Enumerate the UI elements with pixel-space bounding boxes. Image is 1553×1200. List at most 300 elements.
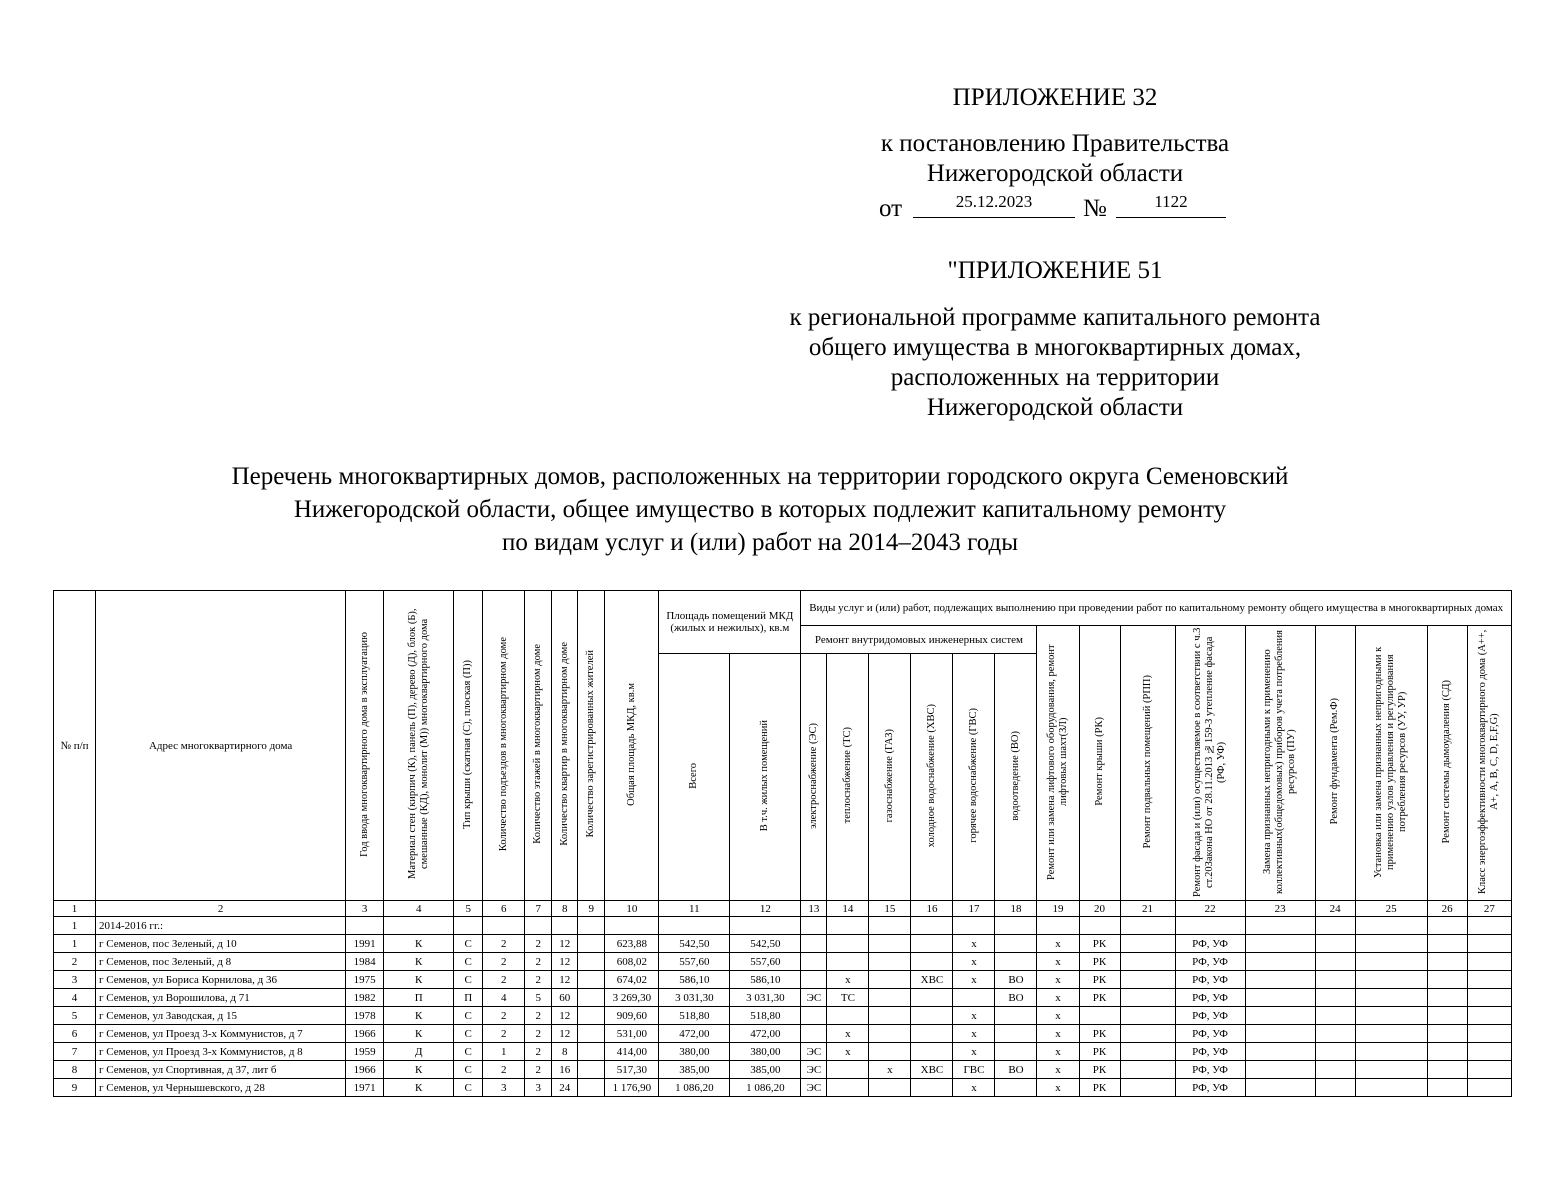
column-number: 17 [953,901,995,917]
buildings-table [53,590,1512,1097]
table-cell [869,1025,911,1043]
header-facade: Ремонт фасада и (или) осуществляемое в соответствии с ч.3 ст.20Закона НО от 28.11.2013 №159-З утепление фасада (РФ, УФ) [1175,626,1245,901]
header-material: Материал стен (кирпич (К), панель (П), дерево (Д), блок (Б), смешанные (КД), монолит (М)) многоквартирного дома [384,591,454,901]
table-cell [1120,1043,1175,1061]
header-lift: Ремонт или замена лифтового оборудования, ремонт лифтовых шахт(ЗЛ) [1037,626,1079,901]
table-cell: 8 [552,1043,578,1061]
table-cell: 1966 [346,1061,384,1079]
header-premises-area: Площадь помещений МКД (жилых и нежилых), кв.м [659,591,801,654]
table-cell: 1984 [346,953,384,971]
table-cell: 2 [483,971,525,989]
header-total-area: Общая площадь МКД, кв.м [605,591,659,901]
table-cell [995,1043,1037,1061]
table-cell: 472,00 [659,1025,730,1043]
table-cell [1427,1025,1467,1043]
table-row [54,1025,1512,1043]
column-number: 9 [578,901,605,917]
table-cell: х [1037,971,1079,989]
program-line-1: к региональной программе капитального ремонта [789,304,1321,331]
header-roof: Тип крыши (скатная (С), плоская (П)) [454,591,483,901]
table-cell: 608,02 [605,953,659,971]
table-cell [1355,1025,1427,1043]
table-cell: х [1037,1007,1079,1025]
table-cell [1245,1079,1315,1097]
table-row [54,989,1512,1007]
table-cell [869,1007,911,1025]
table-cell [827,1061,869,1079]
table-cell [1427,1061,1467,1079]
table-cell: 2 [54,953,96,971]
table-cell [578,1007,605,1025]
table-cell [1315,989,1355,1007]
header-flats: Количество квартир в многоквартирном доме [552,591,578,901]
header-gvs: горячее водоснабжение (ГВС) [953,654,995,901]
column-number: 19 [1037,901,1079,917]
table-cell [1467,989,1511,1007]
table-cell: 3 031,30 [659,989,730,1007]
table-cell: П [384,989,454,1007]
column-number: 12 [730,901,801,917]
table-cell: ЭС [801,989,827,1007]
header-remf: Ремонт фундамента (Рем.Ф) [1315,626,1355,901]
column-number: 1 [54,901,96,917]
table-cell: 2 [483,953,525,971]
table-cell [1245,989,1315,1007]
title-line-2: Нижегородской области, общее имущество в которых подлежит капитальному ремонту [293,496,1227,523]
table-cell: 8 [54,1061,96,1079]
column-number: 14 [827,901,869,917]
column-number: 11 [659,901,730,917]
table-cell: х [1037,935,1079,953]
table-cell: х [1037,989,1079,1007]
table-cell [1427,989,1467,1007]
table-cell: ТС [827,989,869,1007]
table-cell [578,935,605,953]
table-cell: 623,88 [605,935,659,953]
header-ts: теплоснабжение (ТС) [827,654,869,901]
table-cell [1427,1043,1467,1061]
table-cell [995,1025,1037,1043]
table-cell: х [1037,1043,1079,1061]
table-row [54,953,1512,971]
table-cell: 517,30 [605,1061,659,1079]
table-cell: К [384,1061,454,1079]
table-cell [953,989,995,1007]
table-cell: 674,02 [605,971,659,989]
table-cell: П [454,989,483,1007]
table-cell [1355,1079,1427,1097]
table-cell [1245,1007,1315,1025]
column-number: 21 [1120,901,1175,917]
table-cell [578,989,605,1007]
table-cell: 7 [54,1043,96,1061]
table-cell: 909,60 [605,1007,659,1025]
column-number: 27 [1467,901,1511,917]
table-cell [1427,1079,1467,1097]
column-number: 18 [995,901,1037,917]
table-cell: х [953,1079,995,1097]
header-works-group: Виды услуг и (или) работ, подлежащих выполнению при проведении работ по капитальному ремонту общего имущества в многоквартирных домах [801,591,1512,626]
table-cell: 380,00 [730,1043,801,1061]
table-cell: РФ, УФ [1175,1061,1245,1079]
table-cell: 385,00 [730,1061,801,1079]
table-cell: 2 [525,935,552,953]
table-cell: 24 [552,1079,578,1097]
table-row [54,1061,1512,1079]
title-line-3: по видам услуг и (или) работ на 2014–2043 годы [501,529,1019,556]
table-cell: С [454,1007,483,1025]
table-cell: 1 086,20 [659,1079,730,1097]
table-cell: х [953,953,995,971]
table-cell [801,935,827,953]
table-cell: 1982 [346,989,384,1007]
table-cell: К [384,971,454,989]
table-cell [1467,1079,1511,1097]
table-cell [801,971,827,989]
table-cell [578,1025,605,1043]
table-cell: РК [1079,1061,1120,1079]
table-cell: х [1037,1061,1079,1079]
header-hvs: холодное водоснабжение (ХВС) [911,654,953,901]
table-cell [1245,1043,1315,1061]
table-cell: 557,60 [730,953,801,971]
table-cell: 12 [552,1007,578,1025]
table-cell: 414,00 [605,1043,659,1061]
row-address: г Семенов, ул Бориса Корнилова, д 36 [96,971,346,989]
table-cell: 9 [54,1079,96,1097]
table-cell: С [454,953,483,971]
table-cell: РФ, УФ [1175,953,1245,971]
table-cell [1245,953,1315,971]
table-cell: 472,00 [730,1025,801,1043]
table-cell: х [953,1025,995,1043]
table-cell [911,1007,953,1025]
table-cell [578,1043,605,1061]
header-energy: Класс энергоэффективности многоквартирного дома (А++, А+, А, В, С, D, E,F,G) [1467,626,1511,901]
header-entrances: Количество подъездов в многоквартирном доме [483,591,525,901]
column-number: 24 [1315,901,1355,917]
header-uu: Установка или замена признанных непригодными к применению узлов управления и регулирования потребления ресурсов (УУ, УР) [1355,626,1427,901]
table-cell: ХВС [911,1061,953,1079]
table-cell: 60 [552,989,578,1007]
table-cell [578,971,605,989]
table-cell [869,971,911,989]
table-cell [1120,1061,1175,1079]
number-prefix: № [1083,195,1107,222]
table-cell: РК [1079,989,1120,1007]
table-cell: х [953,1007,995,1025]
column-number: 20 [1079,901,1120,917]
header-pu: Замена признанных непригодными к применению коллективных(общедомовых) приборов учета потребления ресурсов (ПУ) [1245,626,1315,901]
table-cell [1467,971,1511,989]
table-cell: 1966 [346,1025,384,1043]
header-area-total: Всего [659,654,730,901]
table-cell [1245,1061,1315,1079]
table-cell: 385,00 [659,1061,730,1079]
table-cell: ЭС [801,1043,827,1061]
table-body [54,901,1512,1097]
table-cell [869,989,911,1007]
table-cell [1467,1007,1511,1025]
table-cell: РФ, УФ [1175,1025,1245,1043]
period-row [54,917,1512,935]
header-gaz: газоснабжение (ГАЗ) [869,654,911,901]
table-cell [1120,1007,1175,1025]
table-cell [1355,971,1427,989]
table-cell [801,953,827,971]
table-cell [911,1025,953,1043]
table-cell: РФ, УФ [1175,1079,1245,1097]
decree-line-1: к постановлению Правительства [880,130,1230,157]
table-cell: 542,50 [659,935,730,953]
table-cell [869,1079,911,1097]
table-cell: х [1037,1079,1079,1097]
column-number: 3 [346,901,384,917]
table-cell [1120,1025,1175,1043]
header-es: электроснабжение (ЭС) [801,654,827,901]
table-cell: х [953,1043,995,1061]
appendix-32-heading: ПРИЛОЖЕНИЕ 32 [952,84,1158,111]
table-cell [1467,1043,1511,1061]
program-line-3: расположенных на территории [890,364,1220,391]
row-address: г Семенов, пос Зеленый, д 10 [96,935,346,953]
column-number: 5 [454,901,483,917]
table-cell: С [454,971,483,989]
table-cell: ГВС [953,1061,995,1079]
table-cell [1355,953,1427,971]
row-address: г Семенов, ул Проезд 3-х Коммунистов, д 8 [96,1043,346,1061]
table-cell [1079,1007,1120,1025]
table-cell [1315,953,1355,971]
table-cell [827,1007,869,1025]
column-number: 25 [1355,901,1427,917]
decree-date: 25.12.2023 [913,191,1075,218]
table-cell: 6 [54,1025,96,1043]
table-cell [869,1043,911,1061]
table-cell [995,935,1037,953]
period-label: 2014-2016 гг.: [96,917,346,935]
table-cell [995,1007,1037,1025]
table-cell: 2 [525,1043,552,1061]
table-cell [1315,971,1355,989]
header-sd: Ремонт системы дымоудаления (СД) [1427,626,1467,901]
table-cell [1467,1061,1511,1079]
table-cell: 12 [552,953,578,971]
table-cell [1120,971,1175,989]
header-num: № п/п [54,591,96,901]
table-cell: К [384,953,454,971]
period-num: 1 [54,917,96,935]
table-cell: 380,00 [659,1043,730,1061]
table-cell: 2 [483,1061,525,1079]
table-cell [995,1079,1037,1097]
table-cell [1120,935,1175,953]
title-line-1: Перечень многоквартирных домов, расположенных на территории городского округа Семеновский [231,463,1289,490]
table-cell: 1 176,90 [605,1079,659,1097]
table-cell [1355,989,1427,1007]
date-prefix: от [879,195,903,222]
table-cell: РК [1079,971,1120,989]
table-cell [1315,1079,1355,1097]
table-cell: К [384,935,454,953]
table-cell: РК [1079,1025,1120,1043]
header-year: Год ввода многоквартирного дома в эксплуатацию [346,591,384,901]
table-cell: С [454,1025,483,1043]
table-cell [1427,971,1467,989]
table-cell: 3 [483,1079,525,1097]
table-cell: 1 [483,1043,525,1061]
table-cell: 586,10 [659,971,730,989]
table-cell [1355,1007,1427,1025]
table-cell: 2 [483,935,525,953]
table-cell [1427,1007,1467,1025]
column-number: 16 [911,901,953,917]
table-cell: 4 [483,989,525,1007]
column-number: 2 [96,901,346,917]
table-cell [1315,1007,1355,1025]
table-cell [578,1061,605,1079]
table-cell: х [1037,1025,1079,1043]
table-cell: С [454,1079,483,1097]
table-cell: 1 086,20 [730,1079,801,1097]
column-numbers-row [54,901,1512,917]
column-number: 22 [1175,901,1245,917]
table-cell: х [1037,953,1079,971]
table-cell: 586,10 [730,971,801,989]
table-cell: 2 [483,1025,525,1043]
table-cell [578,1079,605,1097]
table-cell [1427,935,1467,953]
table-cell [1467,1025,1511,1043]
table-cell: С [454,935,483,953]
table-cell [1355,935,1427,953]
table-cell: Д [384,1043,454,1061]
table-cell: 1971 [346,1079,384,1097]
table-cell [869,953,911,971]
table-cell: ВО [995,989,1037,1007]
table-cell [995,953,1037,971]
table-cell: 2 [525,1025,552,1043]
table-cell: 2 [483,1007,525,1025]
table-cell [869,935,911,953]
table-cell: 518,80 [730,1007,801,1025]
decree-reference [820,129,1290,189]
table-cell [1315,935,1355,953]
decree-date-number-line [879,191,1239,223]
column-number: 26 [1427,901,1467,917]
table-cell [1467,953,1511,971]
table-cell [911,935,953,953]
table-cell: 2 [525,971,552,989]
row-address: г Семенов, ул Проезд 3-х Коммунистов, д 7 [96,1025,346,1043]
table-cell [911,953,953,971]
column-number: 6 [483,901,525,917]
table-cell [801,1007,827,1025]
table-cell [827,953,869,971]
table-cell [1355,1061,1427,1079]
table-cell: х [953,935,995,953]
table-cell [1427,953,1467,971]
table-cell [1315,1061,1355,1079]
table-cell: К [384,1007,454,1025]
table-cell [1245,971,1315,989]
column-number: 8 [552,901,578,917]
table-cell: 542,50 [730,935,801,953]
table-cell: 5 [54,1007,96,1025]
table-cell: 531,00 [605,1025,659,1043]
program-line-2: общего имущества в многоквартирных домах, [808,334,1302,361]
table-row [54,1079,1512,1097]
table-cell: 3 031,30 [730,989,801,1007]
table-cell: РК [1079,1043,1120,1061]
header-rpp: Ремонт подвальных помещений (РПП) [1120,626,1175,901]
decree-number: 1122 [1116,191,1226,218]
table-cell: ХВС [911,971,953,989]
table-cell: 3 [54,971,96,989]
table-cell: 518,80 [659,1007,730,1025]
table-cell: х [827,1043,869,1061]
table-cell [1120,989,1175,1007]
table-cell [1120,1079,1175,1097]
table-cell [1315,1043,1355,1061]
column-number: 7 [525,901,552,917]
header-engineering-group: Ремонт внутридомовых инженерных систем [801,626,1037,654]
column-number: 10 [605,901,659,917]
table-cell: РФ, УФ [1175,935,1245,953]
table-cell: 12 [552,935,578,953]
table-cell: 12 [552,1025,578,1043]
header-residents: Количество зарегистрированных жителей [578,591,605,901]
header-address: Адрес многоквартирного дома [96,591,346,901]
table-cell: 1959 [346,1043,384,1061]
table-cell [578,953,605,971]
table-cell: 1 [54,935,96,953]
table-cell [801,1025,827,1043]
table-cell [1120,953,1175,971]
column-number: 15 [869,901,911,917]
table-cell: ВО [995,971,1037,989]
table-cell: х [953,971,995,989]
table-cell: 557,60 [659,953,730,971]
row-address: г Семенов, ул Чернышевского, д 28 [96,1079,346,1097]
table-cell: 1978 [346,1007,384,1025]
table-cell: 1991 [346,935,384,953]
table-cell: х [869,1061,911,1079]
table-cell [1355,1043,1427,1061]
table-cell [911,1043,953,1061]
table-cell: х [827,1025,869,1043]
table-cell [827,935,869,953]
table-cell: РК [1079,953,1120,971]
table-cell: С [454,1043,483,1061]
table-cell: ЭС [801,1079,827,1097]
table-cell: 2 [525,953,552,971]
table-cell: 2 [525,1061,552,1079]
table-cell: РК [1079,1079,1120,1097]
program-line-4: Нижегородской области [926,394,1184,421]
table-cell: 2 [525,1007,552,1025]
table-cell: 16 [552,1061,578,1079]
table-cell [1315,1025,1355,1043]
table-row [54,1007,1512,1025]
table-cell [1467,935,1511,953]
table-cell: РФ, УФ [1175,1007,1245,1025]
row-address: г Семенов, ул Заводская, д 15 [96,1007,346,1025]
column-number: 4 [384,901,454,917]
table-cell [911,1079,953,1097]
table-cell: х [827,971,869,989]
appendix-51-heading: "ПРИЛОЖЕНИЕ 51 [947,257,1163,284]
